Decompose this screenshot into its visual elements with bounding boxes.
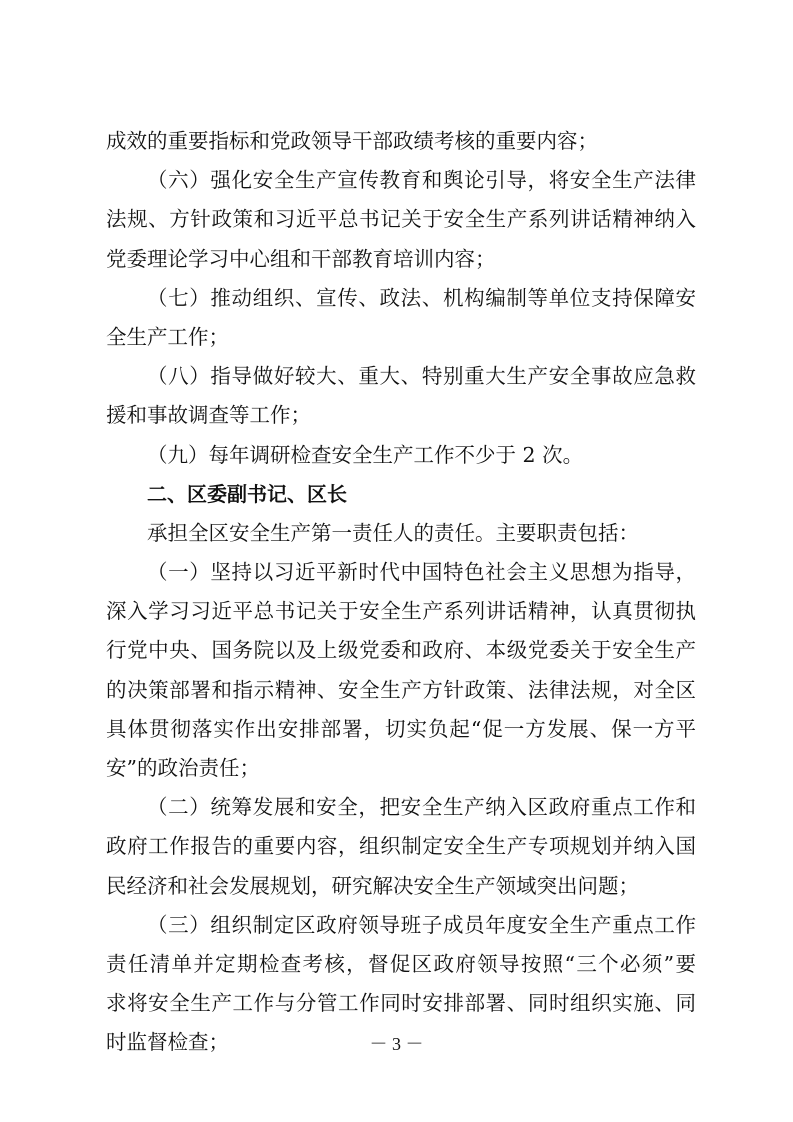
text-line: （二）统筹发展和安全，把安全生产纳入区政府重点工作和 [147,795,696,820]
text-line: 党委理论学习中心组和干部教育培训内容； [106,246,496,271]
text-line: 行党中央、国务院以及上级党委和政府、本级党委关于安全生产 [106,638,696,663]
text-line: （七）推动组织、宣传、政法、机构编制等单位支持保障安 [147,285,696,310]
text-line: 深入学习习近平总书记关于安全生产系列讲话精神，认真贯彻执 [106,599,696,624]
text-line: 援和事故调查等工作； [106,403,311,428]
text-line: 法规、方针政策和习近平总书记关于安全生产系列讲话精神纳入 [106,207,696,232]
text-line: 成效的重要指标和党政领导干部政绩考核的重要内容； [106,129,598,153]
text-line: （六）强化安全生产宣传教育和舆论引导，将安全生产法律 [147,168,696,193]
text-line: （三）组织制定区政府领导班子成员年度安全生产重点工作 [147,912,696,937]
document-body [106,122,696,1063]
text-line: 民经济和社会发展规划，研究解决安全生产领域突出问题； [106,873,639,898]
text-line: 政府工作报告的重要内容，组织制定安全生产专项规划并纳入国 [106,834,696,859]
text-line: 安”的政治责任； [106,756,260,780]
text-line: 时监督检查； [106,1030,229,1055]
text-line: 的决策部署和指示精神、安全生产方针政策、法律法规，对全区 [106,677,696,702]
text-line: 求将安全生产工作与分管工作同时安排部署、同时组织实施、同 [106,991,696,1016]
text-line: 承担全区安全生产第一责任人的责任。主要职责包括： [147,520,639,545]
text-line: 全生产工作； [106,324,229,349]
text-line: （八）指导做好较大、重大、特别重大生产安全事故应急救 [147,364,696,389]
text-line: 责任清单并定期检查考核，督促区政府领导按照“三个必须”要 [106,951,696,976]
text-line: 具体贯彻落实作出安排部署，切实负起“促一方发展、保一方平 [106,716,696,741]
section-heading: 二、区委副书记、区长 [147,481,347,506]
text-line: （一）坚持以习近平新时代中国特色社会主义思想为指导， [147,560,696,585]
page-number: － 3 － [369,1034,424,1054]
text-line: （九）每年调研检查安全生产工作不少于 2 次。 [147,442,584,467]
